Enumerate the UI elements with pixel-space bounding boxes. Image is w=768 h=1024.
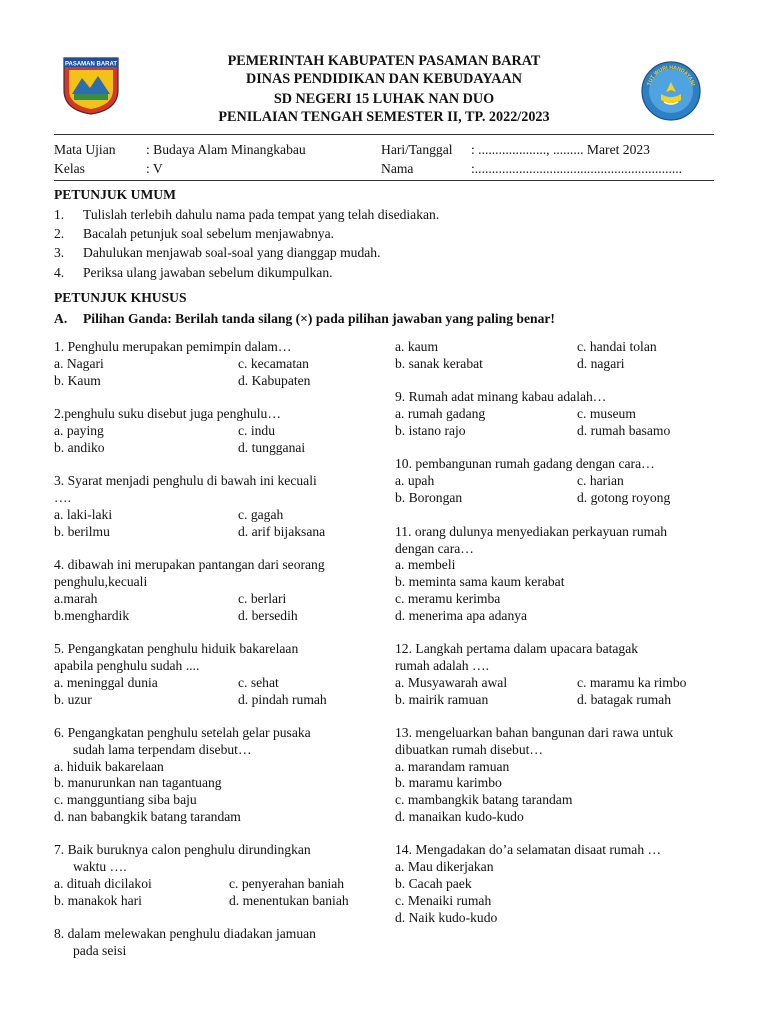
q7-option-b: b. manakok hari [54, 893, 142, 908]
q13-option-a: a. marandam ramuan [395, 759, 510, 774]
header-line-4: PENILAIAN TENGAH SEMESTER II, TP. 2022/2023 [218, 109, 550, 125]
q3-option-a: a. laki-laki [54, 507, 113, 522]
q14-option-b: b. Cacah paek [395, 876, 472, 891]
hari-tanggal-value: : ...................., ......... Maret 2023 [471, 142, 650, 157]
question-1: 1. Penghulu merupakan pemimpin dalam… [54, 339, 292, 354]
question-12: 12. Langkah pertama dalam upacara batagak [395, 641, 639, 656]
q5-option-d: d. pindah rumah [238, 692, 327, 707]
q9-option-c: c. museum [577, 406, 636, 421]
q7-option-c: c. penyerahan baniah [229, 876, 345, 891]
question-6: 6. Pengangkatan penghulu setelah gelar pusaka [54, 725, 311, 740]
question-4-cont: penghulu,kecuali [54, 574, 148, 589]
question-7: 7. Baik buruknya calon penghulu dirundingkan [54, 842, 311, 857]
q6-option-a: a. hiduik bakarelaan [54, 759, 164, 774]
umum-text-2: Bacalah petunjuk soal sebelum menjawabnya. [83, 226, 335, 241]
q5-option-b: b. uzur [54, 692, 92, 707]
question-11: 11. orang dulunya menyediakan perkayuan rumah [395, 524, 668, 539]
hari-tanggal-label: Hari/Tanggal [381, 142, 453, 157]
umum-num-2: 2. [54, 226, 65, 241]
header-line-1: PEMERINTAH KABUPATEN PASAMAN BARAT [227, 53, 541, 69]
q11-option-b: b. meminta sama kaum kerabat [395, 574, 565, 589]
mata-ujian-label: Mata Ujian [54, 142, 116, 157]
q10-option-c: c. harian [577, 473, 624, 488]
question-9: 9. Rumah adat minang kabau adalah… [395, 389, 607, 404]
logo-motto: TUT WURI HANDAYANI [646, 64, 696, 87]
q9-option-d: d. rumah basamo [577, 423, 671, 438]
nama-label: Nama [381, 161, 414, 176]
umum-text-3: Dahulukan menjawab soal-soal yang dianggap mudah. [83, 245, 381, 260]
question-4: 4. dibawah ini merupakan pantangan dari seorang [54, 557, 325, 572]
q1-option-a: a. Nagari [54, 356, 104, 371]
q10-option-d: d. gotong royong [577, 490, 671, 505]
q8-option-c: c. handai tolan [577, 339, 657, 354]
q1-option-c: c. kecamatan [238, 356, 309, 371]
q5-option-a: a. meninggal dunia [54, 675, 158, 690]
q2-option-c: c. indu [238, 423, 275, 438]
question-5-cont: apabila penghulu sudah .... [54, 658, 200, 673]
q8-option-a: a. kaum [395, 339, 439, 354]
q2-option-a: a. paying [54, 423, 104, 438]
q4-option-d: d. bersedih [238, 608, 298, 623]
umum-text-4: Periksa ulang jawaban sebelum dikumpulkan. [83, 265, 333, 280]
q10-option-a: a. upah [395, 473, 435, 488]
q12-option-b: b. mairik ramuan [395, 692, 489, 707]
q9-option-a: a. rumah gadang [395, 406, 486, 421]
q4-option-a: a.marah [54, 591, 98, 606]
header-divider [54, 134, 714, 135]
kelas-value: : V [146, 161, 163, 176]
question-3-cont: …. [54, 490, 71, 505]
q7-option-d: d. menentukan baniah [229, 893, 349, 908]
nama-value: :............................................................. [471, 161, 683, 176]
q12-option-d: d. batagak rumah [577, 692, 671, 707]
question-11-cont: dengan cara… [395, 541, 474, 556]
umum-num-3: 3. [54, 245, 65, 260]
q4-option-b: b.menghardik [54, 608, 130, 623]
info-divider [54, 180, 714, 181]
q8-option-d: d. nagari [577, 356, 625, 371]
q2-option-b: b. andiko [54, 440, 105, 455]
question-10: 10. pembangunan rumah gadang dengan cara… [395, 456, 655, 471]
q5-option-c: c. sehat [238, 675, 279, 690]
petunjuk-umum-title: PETUNJUK UMUM [54, 187, 176, 202]
question-3: 3. Syarat menjadi penghulu di bawah ini kecuali [54, 473, 317, 488]
q8-option-b: b. sanak kerabat [395, 356, 483, 371]
question-14: 14. Mengadakan do’a selamatan disaat rumah … [395, 842, 662, 857]
umum-num-1: 1. [54, 207, 65, 222]
question-13-cont: dibuatkan rumah disebut… [395, 742, 543, 757]
question-12-cont: rumah adalah …. [395, 658, 489, 673]
question-5: 5. Pengangkatan penghulu hiduik bakarelaan [54, 641, 299, 656]
header-line-2: DINAS PENDIDIKAN DAN KEBUDAYAAN [245, 71, 523, 87]
question-6-cont: sudah lama terpendam disebut… [73, 742, 252, 757]
q14-option-d: d. Naik kudo-kudo [395, 910, 498, 925]
q12-option-c: c. maramu ka rimbo [577, 675, 687, 690]
q11-option-a: a. membeli [395, 557, 456, 572]
q14-option-c: c. Menaiki rumah [395, 893, 492, 908]
section-a-instruction: Pilihan Ganda: Berilah tanda silang (×) pada pilihan jawaban yang paling benar! [83, 311, 555, 326]
petunjuk-khusus-title: PETUNJUK KHUSUS [54, 290, 187, 305]
q1-option-b: b. Kaum [54, 373, 101, 388]
q6-option-d: d. nan babangkik batang tarandam [54, 809, 241, 824]
question-8: 8. dalam melewakan penghulu diadakan jamuan [54, 926, 316, 941]
header-line-3: SD NEGERI 15 LUHAK NAN DUO [273, 91, 495, 107]
q13-option-c: c. mambangkik batang tarandam [395, 792, 573, 807]
emblem-text: PASAMAN BARAT [64, 61, 118, 68]
q10-option-b: b. Borongan [395, 490, 463, 505]
q14-option-a: a. Mau dikerjakan [395, 859, 494, 874]
question-7-cont: waktu …. [73, 859, 127, 874]
q9-option-b: b. istano rajo [395, 423, 466, 438]
q1-option-d: d. Kabupaten [238, 373, 311, 388]
q11-option-d: d. menerima apa adanya [395, 608, 528, 623]
q3-option-c: c. gagah [238, 507, 284, 522]
umum-num-4: 4. [54, 265, 65, 280]
q13-option-b: b. maramu karimbo [395, 775, 502, 790]
q6-option-b: b. manurunkan nan tagantuang [54, 775, 222, 790]
q3-option-d: d. arif bijaksana [238, 524, 326, 539]
q11-option-c: c. meramu kerimba [395, 591, 501, 606]
mata-ujian-value: : Budaya Alam Minangkabau [146, 142, 306, 157]
question-13: 13. mengeluarkan bahan bangunan dari rawa untuk [395, 725, 674, 740]
q3-option-b: b. berilmu [54, 524, 110, 539]
q13-option-d: d. manaikan kudo-kudo [395, 809, 524, 824]
question-8-cont: pada seisi [73, 943, 127, 958]
q4-option-c: c. berlari [238, 591, 287, 606]
kelas-label: Kelas [54, 161, 85, 176]
umum-text-1: Tulislah terlebih dahulu nama pada tempat yang telah disediakan. [83, 207, 440, 222]
q7-option-a: a. dituah dicilakoi [54, 876, 152, 891]
q12-option-a: a. Musyawarah awal [395, 675, 508, 690]
q6-option-c: c. mangguntiang siba baju [54, 792, 197, 807]
q2-option-d: d. tungganai [238, 440, 306, 455]
section-a-letter: A. [54, 311, 68, 326]
question-2: 2.penghulu suku disebut juga penghulu… [54, 406, 281, 421]
